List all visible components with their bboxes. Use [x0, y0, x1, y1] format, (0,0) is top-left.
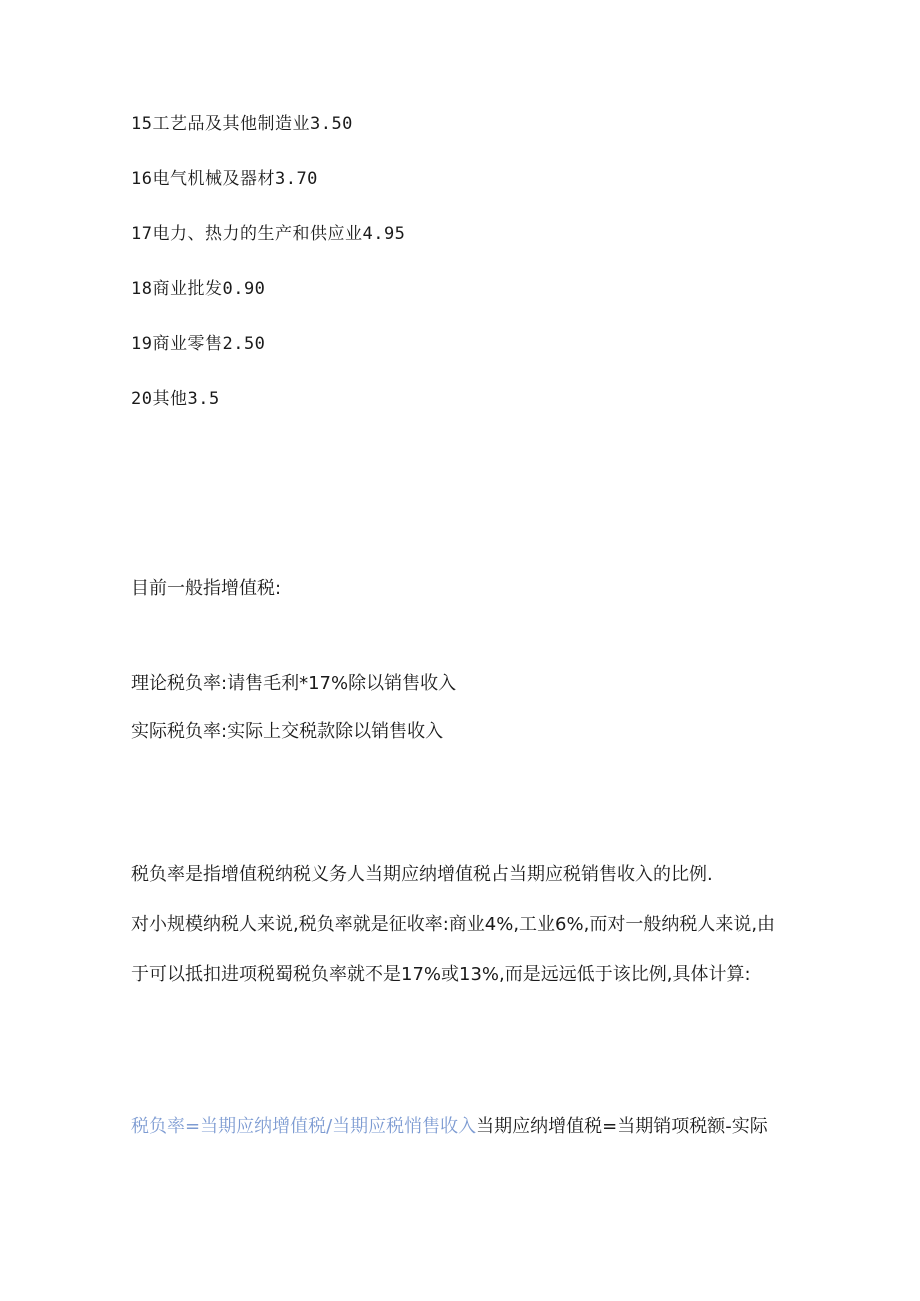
formula-rest: 当期应纳增值税=当期销项税额-实际	[476, 1116, 768, 1137]
section-heading: 目前一般指增值税:	[131, 578, 282, 599]
paragraph-line: 税负率是指增值税纳税义务人当期应纳增值税占当期应税销售收入的比例.	[131, 864, 713, 885]
paragraph-line: 于可以抵扣进项税蜀税负率就不是17%或13%,而是远远低于该比例,具体计算:	[131, 964, 751, 985]
list-item: 15工艺品及其他制造业3.50	[131, 114, 353, 134]
theory-rate-line: 理论税负率:请售毛利*17%除以销售收入	[131, 673, 457, 694]
list-item: 16电气机械及器材3.70	[131, 169, 318, 189]
actual-rate-line: 实际税负率:实际上交税款除以销售收入	[131, 721, 444, 742]
list-item: 17电力、热力的生产和供应业4.95	[131, 224, 406, 244]
formula-highlight: 税负率=当期应纳增值税/当期应税悄售收入	[131, 1116, 477, 1137]
list-item: 20其他3.5	[131, 389, 220, 409]
list-item: 19商业零售2.50	[131, 334, 266, 354]
list-item: 18商业批发0.90	[131, 279, 266, 299]
paragraph-line: 对小规模纳税人来说,税负率就是征收率:商业4%,工业6%,而对一般纳税人来说,由	[131, 914, 776, 935]
formula-line	[131, 1115, 768, 1139]
